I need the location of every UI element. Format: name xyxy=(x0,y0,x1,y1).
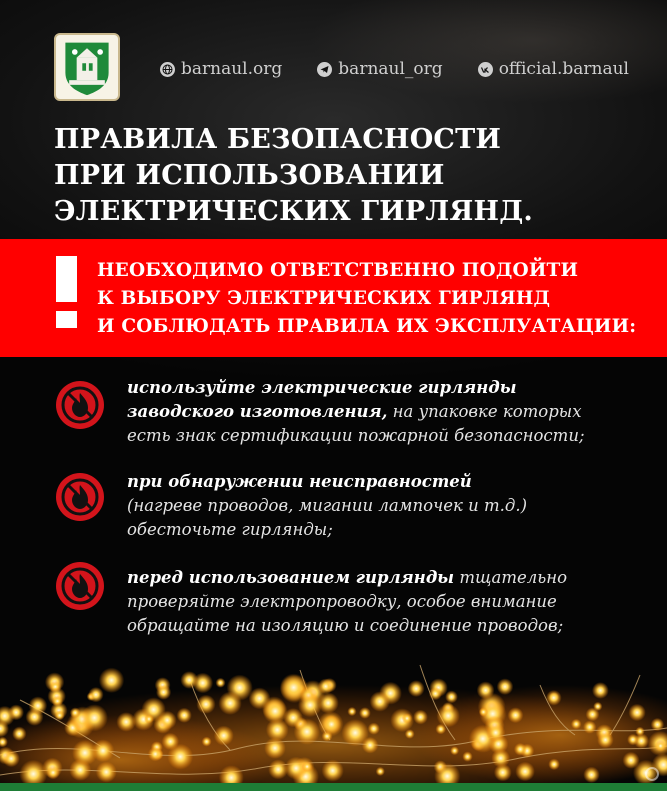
garland-bulb xyxy=(497,678,514,695)
vk-icon xyxy=(478,62,493,77)
corner-mark-icon xyxy=(645,767,659,781)
garland-bulb xyxy=(29,696,48,715)
globe-icon xyxy=(160,62,175,77)
rule-bold-text: используйте электрические гирлянды xyxy=(127,378,517,397)
garland-bulb xyxy=(196,695,215,714)
garland-bulb xyxy=(655,740,667,752)
garland-bulb xyxy=(322,760,344,782)
garland-bulb xyxy=(477,681,495,699)
page-title xyxy=(54,122,574,230)
telegram-icon xyxy=(317,62,332,77)
garland-bulb xyxy=(298,693,322,717)
rule-regular-text: обращайте на изоляцию и соединение проводов; xyxy=(127,616,564,635)
garland-bulb xyxy=(515,762,535,782)
garland-bulb xyxy=(583,720,596,733)
garland-bulb xyxy=(376,767,385,776)
garland-bulb xyxy=(408,680,425,697)
warning-line: К ВЫБОРУ ЭЛЕКТРИЧЕСКИХ ГИРЛЯНД xyxy=(97,288,551,309)
garland-bulb xyxy=(592,682,609,699)
garland-bulb xyxy=(268,759,288,779)
garland-bulb xyxy=(494,764,512,782)
garland-bulb xyxy=(202,737,212,747)
garland-bulb xyxy=(628,704,645,721)
warning-text xyxy=(97,257,636,341)
garland-bulb xyxy=(583,767,599,783)
rule-regular-text: тщательно xyxy=(454,568,568,587)
garland-bulb xyxy=(3,750,20,767)
garland-bulb xyxy=(214,726,234,746)
social-vk-label: official.barnaul xyxy=(498,59,629,79)
rule-regular-text: (нагреве проводов, мигании лампочек и т.д.) xyxy=(127,496,528,515)
rule-regular-text: на упаковке которых xyxy=(387,402,582,421)
rule-text xyxy=(127,470,647,542)
garland-bulb xyxy=(72,740,98,766)
garland-lights-svg xyxy=(0,640,667,791)
garland-bulb xyxy=(445,691,458,704)
rule-bold-text: перед использованием гирлянды xyxy=(127,568,455,587)
garland-bulb xyxy=(546,690,562,706)
garland-bulb xyxy=(162,733,179,750)
garland-bulb xyxy=(148,747,163,762)
garland-bulb xyxy=(462,751,472,761)
warning-banner xyxy=(0,239,667,357)
rule-bold-text: заводского изготовления, xyxy=(127,402,388,421)
no-fire-icon xyxy=(55,380,105,430)
garland-bulb xyxy=(180,671,198,689)
rule-regular-text: есть знак сертификации пожарной безопасности; xyxy=(127,426,585,445)
bottom-green-strip xyxy=(0,783,667,791)
garland-bulb xyxy=(359,707,371,719)
garland-bulb xyxy=(99,668,124,693)
garland-bulb xyxy=(318,679,334,695)
garland-bulb xyxy=(54,710,64,720)
garland-bulb xyxy=(218,692,241,715)
garland-bulb xyxy=(294,719,320,745)
social-vk-link[interactable] xyxy=(478,59,629,79)
garland-bulb xyxy=(548,759,560,771)
rule-bold-text: при обнаружении неисправностей xyxy=(127,472,472,491)
rule-text xyxy=(127,376,647,448)
no-fire-icon xyxy=(55,561,105,611)
garland-bulb xyxy=(263,699,288,724)
garland-bulb xyxy=(158,711,177,730)
garland-bulb xyxy=(70,707,81,718)
garland-bulb xyxy=(623,752,640,769)
garland-bulb xyxy=(651,718,664,731)
garland-bulb xyxy=(96,762,117,783)
garland-bulb xyxy=(46,766,60,780)
rule-regular-text: обесточьте гирлянды; xyxy=(127,520,333,539)
social-website-link[interactable] xyxy=(160,59,282,79)
garland-bulb xyxy=(347,707,356,716)
garland-lights-image xyxy=(0,640,667,791)
social-telegram-link[interactable] xyxy=(317,59,442,79)
garland-bulb xyxy=(413,710,428,725)
garland-bulb xyxy=(586,708,600,722)
garland-bulb xyxy=(514,743,527,756)
no-fire-icon xyxy=(55,472,105,522)
garland-bulb xyxy=(144,714,153,723)
garland-bulb xyxy=(627,734,639,746)
garland-bulb xyxy=(450,746,459,755)
social-telegram-label: barnaul_org xyxy=(338,59,443,79)
garland-bulb xyxy=(81,704,108,731)
garland-bulb xyxy=(508,707,524,723)
garland-bulb xyxy=(597,732,614,749)
garland-bulb xyxy=(342,719,369,746)
title-line: ПРИ ИСПОЛЬЗОВАНИИ xyxy=(54,160,445,191)
rule-text xyxy=(127,566,647,638)
barnaul-coat-of-arms-icon xyxy=(54,33,120,101)
social-website-label: barnaul.org xyxy=(181,59,283,79)
garland-bulb xyxy=(486,723,505,742)
garland-bulb xyxy=(370,691,390,711)
warning-line: И СОБЛЮДАТЬ ПРАВИЛА ИХ ЭКСПЛУАТАЦИИ: xyxy=(97,316,637,337)
garland-bulb xyxy=(571,719,582,730)
garland-bulb xyxy=(402,713,413,724)
garland-bulb xyxy=(156,685,171,700)
warning-line: НЕОБХОДИМО ОТВЕТСТВЕННО ПОДОЙТИ xyxy=(97,260,579,281)
title-line: ПРАВИЛА БЕЗОПАСНОСТИ xyxy=(54,124,502,155)
garland-bulb xyxy=(88,687,103,702)
garland-bulb xyxy=(437,704,460,727)
title-line: ЭЛЕКТРИЧЕСКИХ ГИРЛЯНД. xyxy=(54,196,533,227)
garland-bulb xyxy=(302,761,313,772)
garland-bulb xyxy=(216,678,226,688)
rule-regular-text: проверяйте электропроводку, особое внимание xyxy=(127,592,557,611)
garland-bulb xyxy=(12,727,26,741)
garland-bulb xyxy=(405,729,415,739)
garland-bulb xyxy=(368,723,380,735)
garland-bulb xyxy=(429,687,442,700)
garland-bulb xyxy=(322,715,342,735)
social-links xyxy=(160,58,629,80)
garland-bulb xyxy=(177,708,192,723)
garland-bulb xyxy=(479,707,488,716)
